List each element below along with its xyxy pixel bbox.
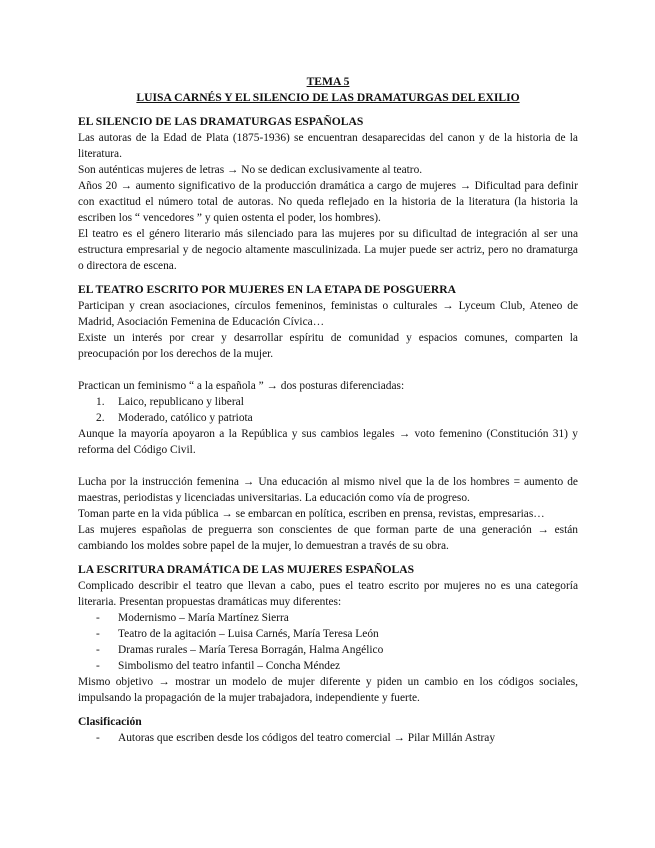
- section-heading-escritura: LA ESCRITURA DRAMÁTICA DE LAS MUJERES ESPAÑOLAS: [78, 563, 415, 576]
- list-item-text: Autoras que escriben desde los códigos del teatro comercial → Pilar Millán Astray: [118, 732, 496, 744]
- list-item: [78, 642, 578, 658]
- list-marker: -: [96, 660, 100, 672]
- list-item-text: Teatro de la agitación – Luisa Carnés, María Teresa León: [118, 628, 379, 640]
- paragraph: Toman parte en la vida pública → se embarcan en política, escriben en prensa, revistas, empresarias…: [78, 508, 545, 520]
- list-marker: -: [96, 612, 100, 624]
- section-heading-posguerra: EL TEATRO ESCRITO POR MUJERES EN LA ETAPA DE POSGUERRA: [78, 283, 457, 296]
- paragraph: Lucha por la instrucción femenina → Una educación al mismo nivel que la de los hombres = aumento de maestras, periodistas y licenciadas universitarias. La educación como vía de progreso.: [78, 476, 578, 504]
- document-title: LUISA CARNÉS Y EL SILENCIO DE LAS DRAMATURGAS DEL EXILIO: [136, 91, 520, 104]
- paragraph: Participan y crean asociaciones, círculos femeninos, feministas o culturales → Lyceum Club, Ateneo de Madrid, Asociación Femenina de Educación Cívica…: [78, 300, 578, 328]
- paragraph: Son auténticas mujeres de letras → No se dedican exclusivamente al teatro.: [78, 164, 423, 176]
- paragraph: Practican un feminismo “ a la española ” → dos posturas diferenciadas:: [78, 380, 405, 392]
- list-item: [78, 610, 578, 626]
- topic-number: TEMA 5: [306, 75, 350, 88]
- list-marker: 2.: [96, 412, 105, 424]
- list-marker: -: [96, 732, 100, 744]
- bullet-list: [78, 610, 578, 674]
- paragraph: Complicado describir el teatro que llevan a cabo, pues el teatro escrito por mujeres no es una categoría literaria. Presentan propuestas dramáticas muy diferentes:: [78, 580, 578, 608]
- paragraph: Años 20 → aumento significativo de la producción dramática a cargo de mujeres → Dificultad para definir con exactitud el número total de autoras. No queda reflejado en la historia de la literatura (la historia la escriben los “ vencedores ” y quien ostenta el poder, los hombres).: [78, 180, 578, 224]
- paragraph: Mismo objetivo → mostrar un modelo de mujer diferente y piden un cambio en los códigos sociales, impulsando la propagación de la mujer trabajadora, independiente y fuerte.: [78, 676, 578, 704]
- section-heading-silencio: EL SILENCIO DE LAS DRAMATURGAS ESPAÑOLAS: [78, 115, 364, 128]
- paragraph: Existe un interés por crear y desarrollar espíritu de comunidad y espacios comunes, comparten la preocupación por los derechos de la mujer.: [78, 332, 578, 360]
- list-item-text: Simbolismo del teatro infantil – Concha Méndez: [118, 660, 341, 672]
- bullet-list: [78, 730, 578, 746]
- list-item: [78, 394, 578, 410]
- paragraph: El teatro es el género literario más silenciado para las mujeres por su dificultad de integración al ser una estructura empresarial y de negocio altamente masculinizada. La mujer puede ser actriz, pero no dramaturga o directora de escena.: [78, 228, 578, 272]
- list-item-text: Dramas rurales – María Teresa Borragán, Halma Angélico: [118, 644, 384, 656]
- list-item: [78, 658, 578, 674]
- list-item-text: Moderado, católico y patriota: [118, 412, 253, 424]
- list-marker: 1.: [96, 396, 105, 408]
- list-item: [78, 626, 578, 642]
- paragraph: Aunque la mayoría apoyaron a la República y sus cambios legales → voto femenino (Constitución 31) y reforma del Código Civil.: [78, 428, 578, 456]
- list-item: [78, 410, 578, 426]
- subsection-heading-clasificacion: Clasificación: [78, 715, 142, 728]
- list-marker: -: [96, 644, 100, 656]
- list-marker: -: [96, 628, 100, 640]
- paragraph: Las mujeres españolas de preguerra son conscientes de que forman parte de una generación → están cambiando los moldes sobre papel de la mujer, lo demuestran a través de su obra.: [78, 524, 578, 552]
- list-item-text: Modernismo – María Martínez Sierra: [118, 612, 289, 624]
- list-item-text: Laico, republicano y liberal: [118, 396, 244, 408]
- list-item: [78, 730, 578, 746]
- document-page: [78, 74, 578, 746]
- numbered-list: [78, 394, 578, 426]
- paragraph: Las autoras de la Edad de Plata (1875-1936) se encuentran desaparecidas del canon y de la historia de la literatura.: [78, 132, 578, 160]
